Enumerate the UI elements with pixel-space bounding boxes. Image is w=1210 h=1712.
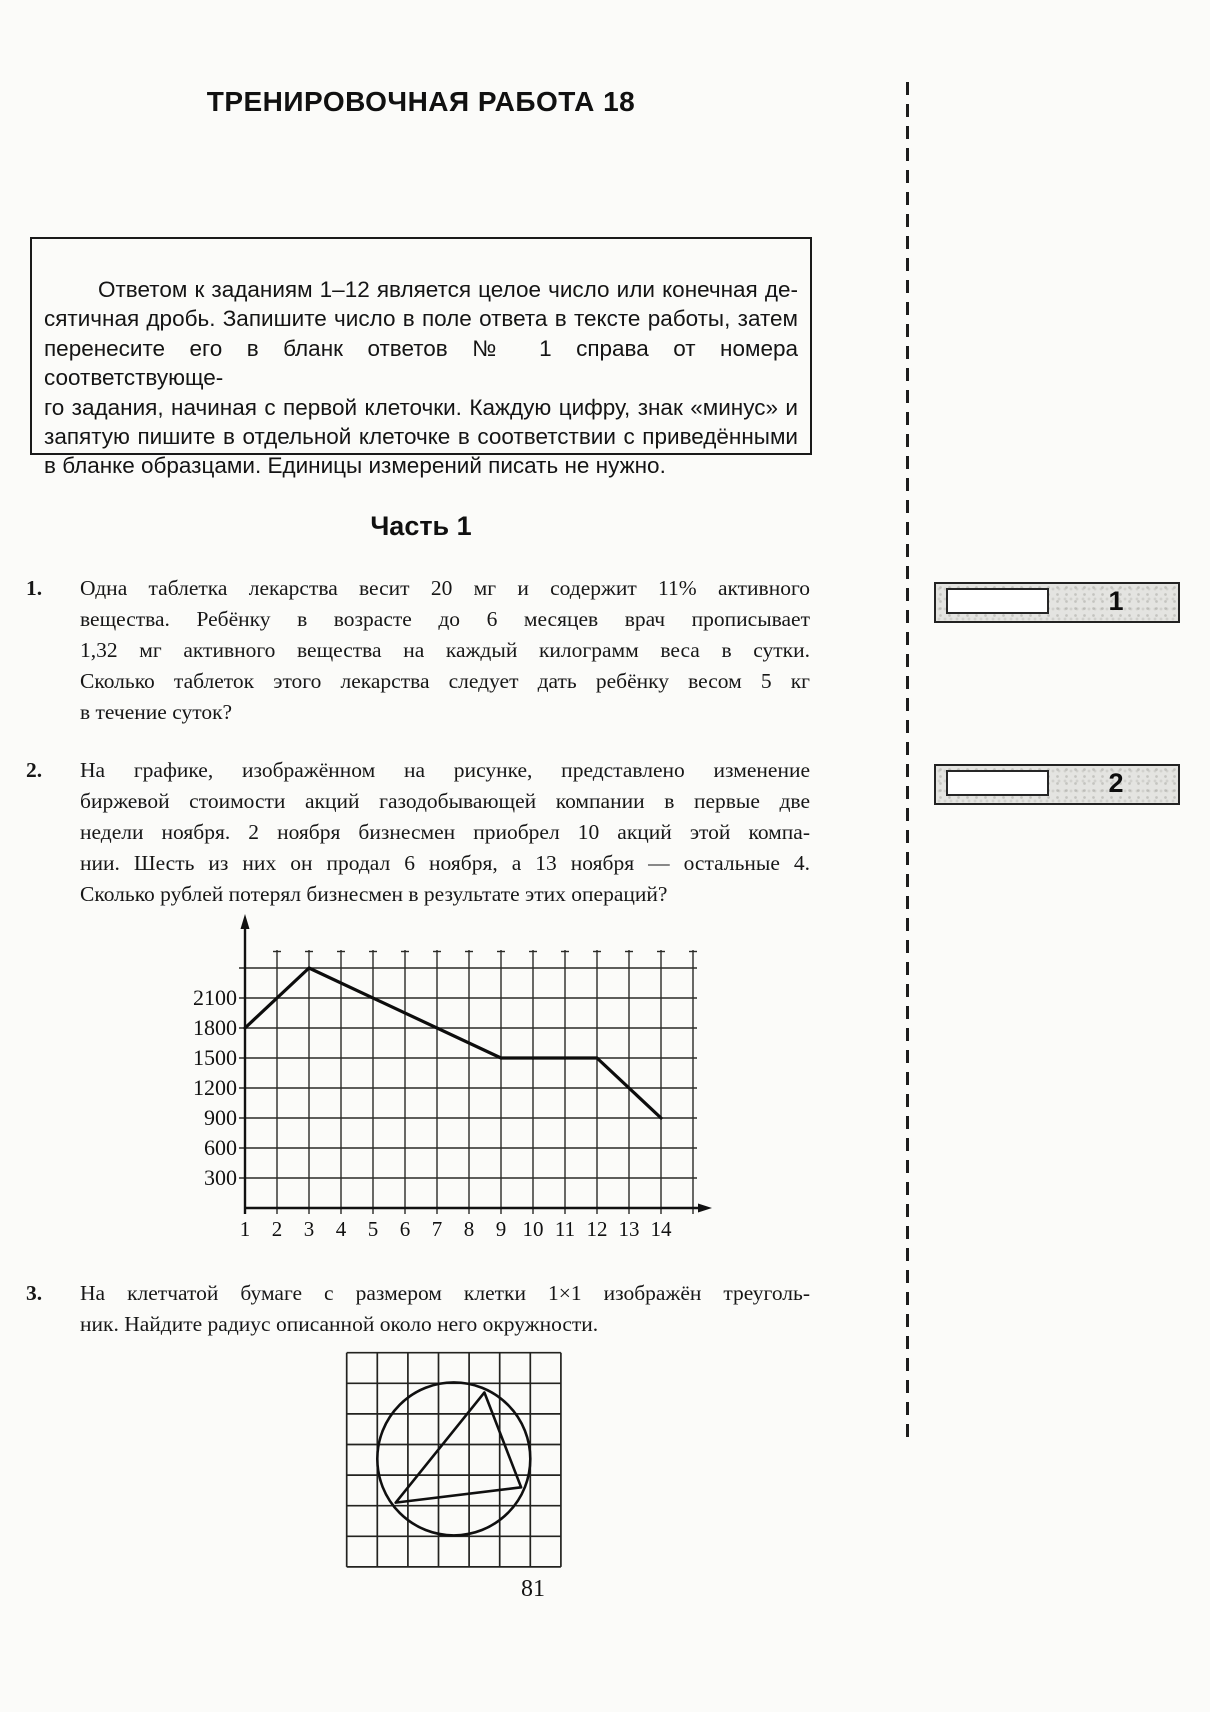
svg-text:300: 300 — [204, 1165, 237, 1190]
instruction-line: перенесите его в бланк ответов № 1 справа от номера соответствующе- — [44, 335, 798, 391]
svg-text:1: 1 — [239, 1217, 251, 1241]
page-title: ТРЕНИРОВОЧНАЯ РАБОТА 18 — [206, 86, 636, 117]
problem-number: 1. — [26, 576, 43, 600]
answer-input-field-1[interactable] — [946, 588, 1049, 614]
svg-text:7: 7 — [431, 1217, 443, 1241]
problem-line: Одна таблетка лекарства весит 20 мг и содержит 11% активного — [80, 576, 810, 600]
svg-text:1200: 1200 — [193, 1075, 237, 1100]
part-heading: Часть 1 — [370, 511, 472, 541]
instruction-line: запятую пишите в отдельной клеточке в соответствии с приведёнными — [44, 424, 798, 450]
instruction-line: го задания, начиная с первой клеточки. Каждую цифру, знак «минус» и — [44, 394, 798, 420]
instruction-line: в бланке образцами. Единицы измерений писать не нужно. — [44, 453, 666, 479]
dashed-separator — [906, 82, 909, 1438]
svg-text:2: 2 — [271, 1217, 283, 1241]
stock-price-chart — [160, 845, 725, 1255]
problem-line: биржевой стоимости акций газодобывающей компании в первые две — [80, 789, 810, 813]
svg-text:8: 8 — [463, 1217, 475, 1241]
problem-1 — [20, 573, 812, 728]
svg-text:5: 5 — [367, 1217, 379, 1241]
svg-text:600: 600 — [204, 1135, 237, 1160]
svg-text:12: 12 — [586, 1217, 608, 1241]
svg-text:900: 900 — [204, 1105, 237, 1130]
answer-input-field-2[interactable] — [946, 770, 1049, 796]
answer-box-number: 1 — [1108, 586, 1124, 616]
problem-text — [80, 1278, 810, 1340]
svg-text:10: 10 — [522, 1217, 544, 1241]
svg-text:2100: 2100 — [193, 985, 237, 1010]
answer-box-1 — [934, 582, 1180, 623]
problem-line: 1,32 мг активного вещества на каждый килограмм веса в сутки. — [80, 638, 810, 662]
svg-text:9: 9 — [495, 1217, 507, 1241]
svg-text:1800: 1800 — [193, 1015, 237, 1040]
instruction-box — [30, 237, 812, 479]
problem-line: На клетчатой бумаге с размером клетки 1×1 изображён треуголь- — [80, 1281, 810, 1305]
svg-text:11: 11 — [554, 1217, 576, 1241]
problem-line: нии. Шесть из них он продал 6 ноября, а 13 ноября — остальные 4. — [80, 851, 810, 875]
problem-line: в течение суток? — [80, 700, 233, 724]
problem-number: 3. — [26, 1281, 43, 1305]
page-number: 81 — [521, 1576, 545, 1602]
answer-box-2 — [934, 764, 1180, 805]
problem-line: недели ноября. 2 ноября бизнесмен приобрел 10 акций этой компа- — [80, 820, 810, 844]
svg-text:1500: 1500 — [193, 1045, 237, 1070]
problem-line: Сколько рублей потерял бизнесмен в результате этих операций? — [80, 882, 668, 906]
svg-text:4: 4 — [335, 1217, 347, 1241]
svg-text:6: 6 — [399, 1217, 411, 1241]
svg-text:3: 3 — [303, 1217, 315, 1241]
svg-text:13: 13 — [618, 1217, 640, 1241]
problem-line: На графике, изображённом на рисунке, представлено изменение — [80, 758, 810, 782]
problem-number: 2. — [26, 758, 43, 782]
problem-3 — [20, 1278, 812, 1340]
problem-text — [80, 573, 810, 728]
problem-line: вещества. Ребёнку в возрасте до 6 месяцев врач прописывает — [80, 607, 810, 631]
problem-line: ник. Найдите радиус описанной около него окружности. — [80, 1312, 599, 1336]
triangle-circle-figure — [345, 1351, 563, 1569]
svg-text:14: 14 — [650, 1217, 672, 1241]
problem-line: Сколько таблеток этого лекарства следует дать ребёнку весом 5 кг — [80, 669, 810, 693]
instruction-line: Ответом к заданиям 1–12 является целое число или конечная де- — [98, 277, 798, 302]
answer-box-number: 2 — [1108, 768, 1124, 798]
instruction-line: сятичная дробь. Запишите число в поле ответа в тексте работы, затем — [44, 306, 798, 332]
